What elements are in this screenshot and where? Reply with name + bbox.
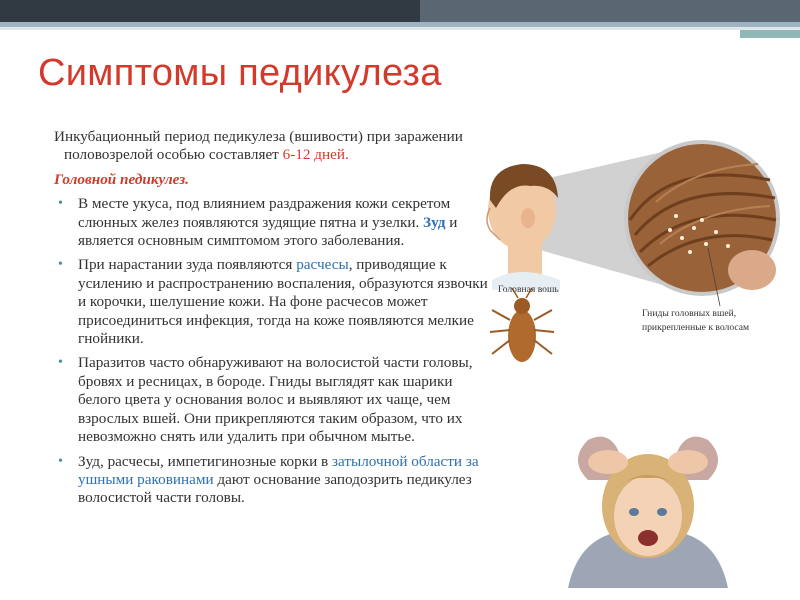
child-scratching-photo (548, 420, 748, 588)
head-louse-image (490, 288, 554, 362)
boy-profile-image (487, 164, 560, 290)
nits-caption-line2: прикрепленные к волосам (642, 322, 750, 333)
bullet-text: Паразитов часто обнаруживают на волосистой части головы, бровях и ресницах, в бороде. Гниды выглядят как шарики белого цвета у основания волос и выявляют их чаще, чем взрослых вшей. Они прикрепляются таким образом, что их невозможно снять или удалить при обычном мытье. (78, 354, 473, 446)
top-bar-light (420, 0, 800, 22)
bullet-highlight: расчесы (296, 256, 349, 274)
bullet-text: дают основание заподозрить педикулез волосистой части головы. (78, 470, 472, 507)
bullet-text: При нарастании зуда появляются (78, 256, 297, 274)
bullet-marker: • (58, 196, 63, 212)
bullet-text: Зуд, расчесы, импетигинозные корки в (78, 452, 333, 470)
top-bar (0, 0, 800, 22)
magnified-scalp-image (626, 142, 778, 306)
bullet-item (54, 453, 494, 508)
header-accent (740, 30, 800, 38)
bullet-marker: • (58, 257, 63, 273)
slide-body (54, 128, 494, 514)
slide-title: Симптомы педикулеза (38, 52, 442, 94)
bullet-highlight: затылочной области за ушными раковинами (78, 452, 479, 488)
bullet-highlight: Зуд (423, 213, 446, 231)
intro-paragraph (54, 128, 494, 165)
lice-illustration (470, 140, 800, 380)
subheading: Головной педикулез. (54, 170, 189, 188)
bullet-item (54, 256, 494, 348)
bullet-list (54, 195, 494, 508)
bullet-text: , приводящие к усилению и распространению воспаления, образуются язвочки и корочки, шелушение кожи. На фоне расчесов может присоединиться инфекция, тогда на коже появляются мелкие гнойники. (78, 256, 488, 348)
bullet-text: В месте укуса, под влиянием раздражения кожи секретом слюнных желез появляются зудящие пятна и узелки. (78, 195, 451, 231)
header-stripe-light (0, 27, 800, 30)
bullet-item (54, 195, 494, 250)
bullet-text: и является основным симптомом этого заболевания. (78, 213, 458, 250)
intro-highlight: 6-12 дней. (282, 146, 349, 164)
bullet-marker: • (58, 355, 63, 371)
bullet-marker: • (58, 453, 63, 469)
bullet-item (54, 354, 494, 446)
nits-caption-line1: Гниды головных вшей, (642, 308, 737, 319)
louse-caption: Головная вошь (498, 284, 559, 295)
intro-text: Инкубационный период педикулеза (вшивости) при заражении половозрелой особью составляет (54, 128, 463, 164)
